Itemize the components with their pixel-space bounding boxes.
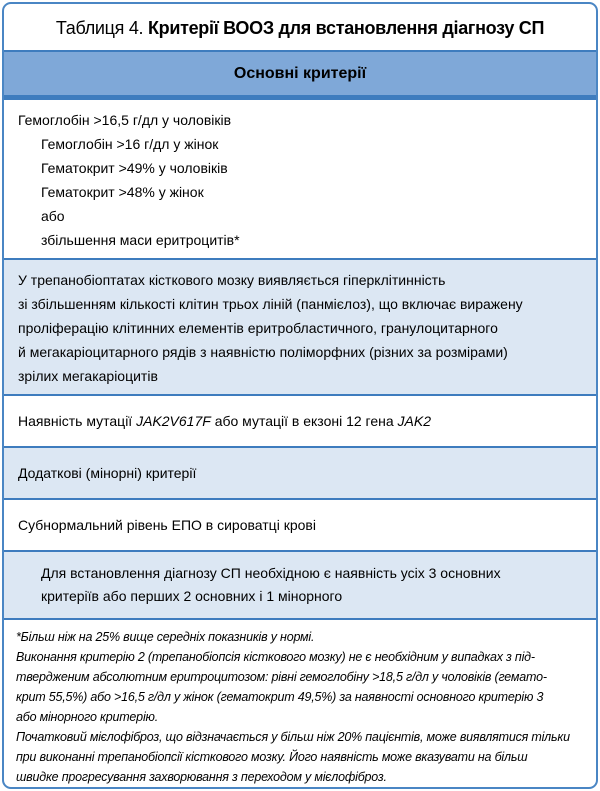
table-title-number: Таблиця 4.: [55, 18, 148, 38]
criteria-line: або: [41, 208, 65, 224]
footnotes: [4, 618, 596, 787]
footnote-line: швидке прогресування захворювання з переходом у мієлофіброз.: [16, 770, 387, 784]
who-sp-criteria-table: [2, 2, 598, 789]
row-jak2-mutation: [4, 394, 596, 446]
row-hemoglobin-hematocrit: [4, 98, 596, 258]
criteria-line: Для встановлення діагнозу СП необхідною є наявність усіх 3 основних: [41, 565, 501, 581]
footnote-line: *Більш ніж на 25% вище середніх показників у нормі.: [16, 630, 315, 644]
criteria-line: критеріїв або перших 2 основних і 1 мінорного: [41, 588, 343, 604]
row-epo-level: Субнормальний рівень ЕПО в сироватці крові: [4, 498, 596, 550]
gene-name-jak2: JAK2: [397, 413, 432, 429]
table-title-text: Критерії ВООЗ для встановлення діагнозу СП: [147, 18, 545, 38]
row-diagnosis-requirement: [4, 550, 596, 618]
table-title: [4, 4, 596, 50]
main-criteria-header: Основні критерії: [4, 50, 596, 98]
criteria-line: Гематокрит >49% у чоловіків: [41, 160, 228, 176]
jak2-text: або мутації в екзоні 12 гена: [210, 413, 398, 429]
footnote-line: Початковий мієлофіброз, що відзначається у більш ніж 20% пацієнтів, може виявлятися тільки: [16, 730, 570, 744]
criteria-line: Гематокрит >48% у жінок: [41, 184, 204, 200]
minor-criteria-header: Додаткові (мінорні) критерії: [4, 446, 596, 498]
criteria-line: [18, 413, 431, 429]
criteria-line: й мегакаріоцитарного рядів з наявністю поліморфних (різних за розмірами): [18, 344, 508, 360]
criteria-line: збільшення маси еритроцитів*: [41, 232, 240, 248]
footnote-line: твердженим абсолютним еритроцитозом: рівні гемоглобіну >18,5 г/дл у чоловіків (гемато-: [16, 670, 547, 684]
footnote-line: або мінорного критерію.: [16, 710, 158, 724]
footnote-line: Виконання критерію 2 (трепанобіопсія кісткового мозку) не є необхідним у випадках з під-: [16, 650, 535, 664]
criteria-line: зрілих мегакаріоцитів: [18, 368, 158, 384]
row-bone-marrow-biopsy: [4, 258, 596, 394]
gene-name-jak2v617f: JAK2V617F: [136, 413, 211, 429]
jak2-text: Наявність мутації: [18, 413, 137, 429]
criteria-line: Гемоглобін >16 г/дл у жінок: [41, 136, 219, 152]
criteria-line: Гемоглобін >16,5 г/дл у чоловіків: [18, 112, 232, 128]
criteria-line: У трепанобіоптатах кісткового мозку виявляється гіперклітинність: [18, 272, 446, 288]
criteria-line: проліферацію клітинних елементів еритробластичного, гранулоцитарного: [18, 320, 498, 336]
footnote-line: крит 55,5%) або >16,5 г/дл у жінок (гематокрит 49,5%) за наявності основного критерію 3: [16, 690, 544, 704]
footnote-line: при виконанні трепанобіопсії кісткового мозку. Його наявність може вказувати на більш: [16, 750, 528, 764]
criteria-line: зі збільшенням кількості клітин трьох ліній (панмієлоз), що включає виражену: [18, 296, 523, 312]
